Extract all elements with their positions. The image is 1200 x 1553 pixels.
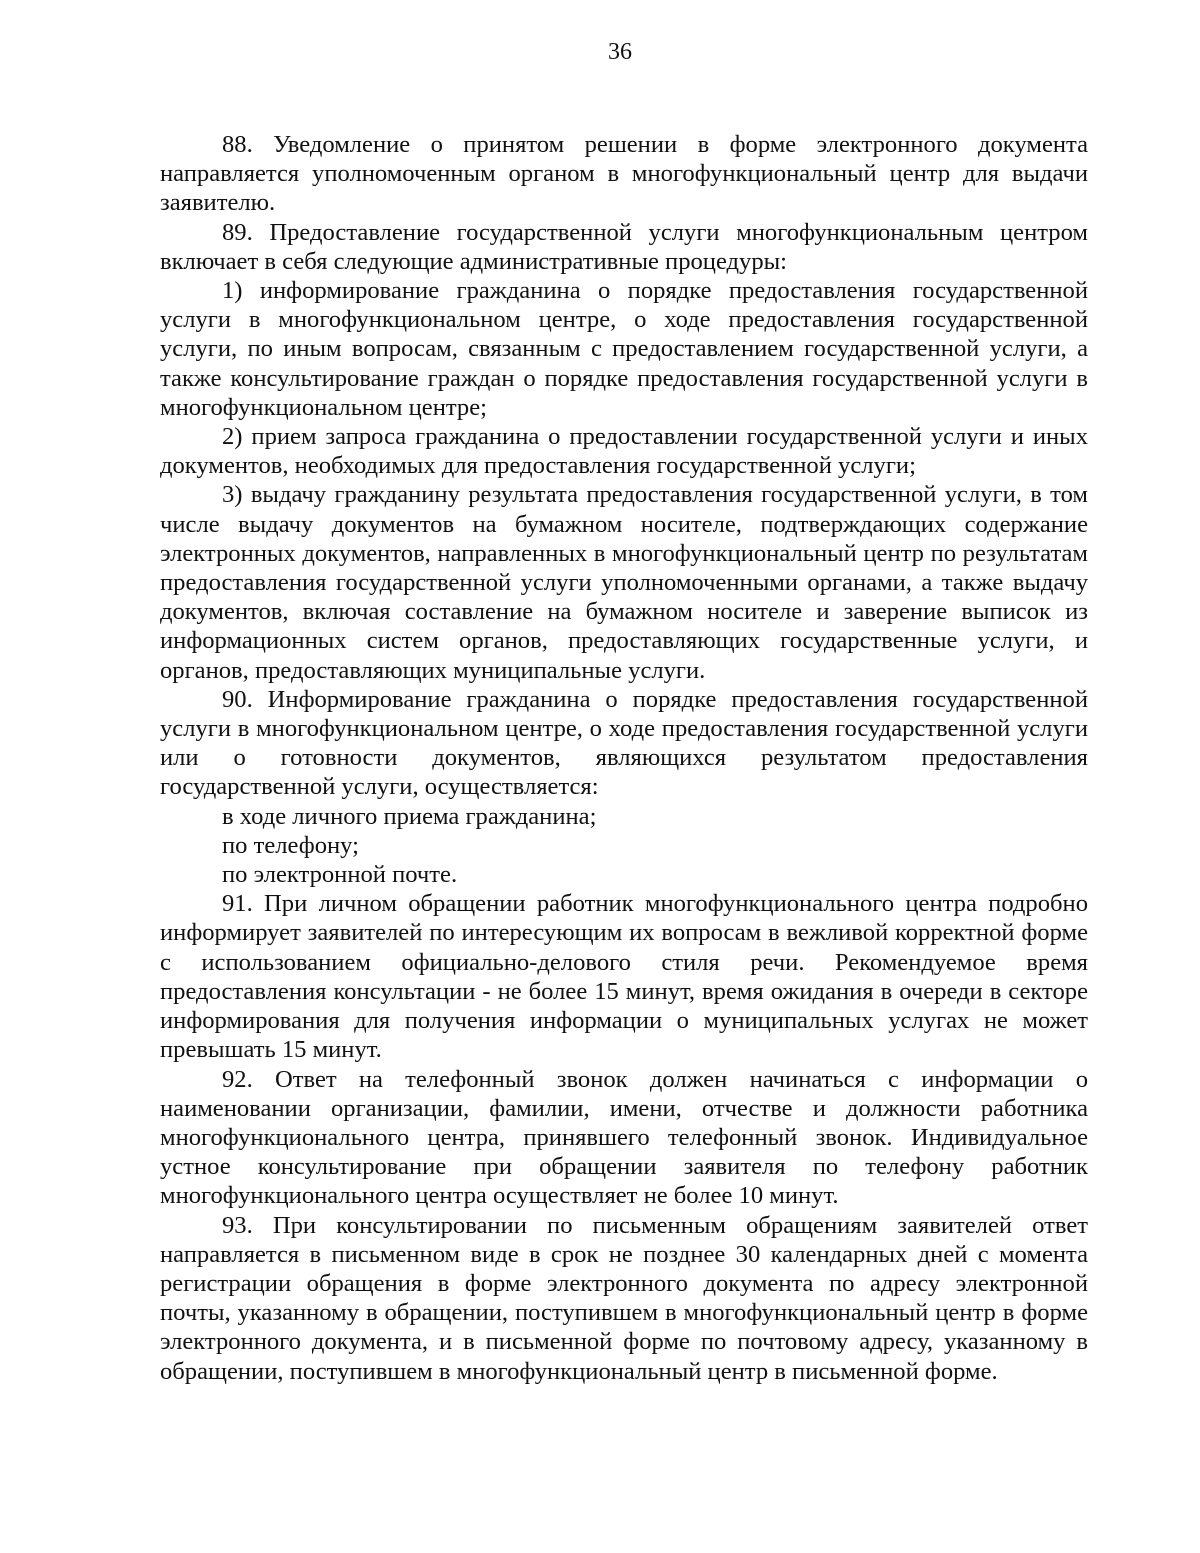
paragraph-93: 93. При консультировании по письменным обращениям заявителей ответ направляется в письменном виде в срок не позднее 30 календарных дней с момента регистрации обращения в форме электронного документа по адресу электронной почты, указанному в обращении, поступившем в многофункциональный центр в форме электронного документа, и в письменной форме по почтовому адресу, указанному в обращении, поступившем в многофункциональный центр в письменной форме.	[160, 1211, 1088, 1385]
paragraph-91: 91. При личном обращении работник многофункционального центра подробно информирует заявителей по интересующим их вопросам в вежливой корректной форме с использованием официально-делового стиля речи. Рекомендуемое время предоставления консультации - не более 15 минут, время ожидания в очереди в секторе информирования для получения информации о муниципальных услугах не может превышать 15 минут.	[160, 890, 1088, 1064]
channel-in-person: в ходе личного приема гражданина;	[222, 802, 597, 830]
paragraph-90: 90. Информирование гражданина о порядке предоставления государственной услуги в многофункциональном центре, о ходе предоставления государственной услуги или о готовности документов, являющихся результатом предоставления государственной услуги, осуществляется:	[160, 685, 1088, 801]
paragraph-92: 92. Ответ на телефонный звонок должен начинаться с информации о наименовании организации, фамилии, имени, отчестве и должности работника многофункционального центра, принявшего телефонный звонок. Индивидуальное устное консультирование при обращении заявителя по телефону работник многофункционального центра осуществляет не более 10 минут.	[160, 1065, 1088, 1210]
channel-phone: по телефону;	[222, 831, 359, 859]
document-body	[160, 130, 1088, 1386]
paragraph-88: 88. Уведомление о принятом решении в форме электронного документа направляется уполномоченным органом в многофункциональный центр для выдачи заявителю.	[160, 131, 1088, 217]
list-item-3: 3) выдачу гражданину результата предоставления государственной услуги, в том числе выдачу документов на бумажном носителе, подтверждающих содержание электронных документов, направленных в многофункциональный центр по результатам предоставления государственной услуги уполномоченными органами, а также выдачу документов, включая составление на бумажном носителе и заверение выписок из информационных систем органов, предоставляющих государственные услуги, и органов, предоставляющих муниципальные услуги.	[160, 481, 1088, 684]
page-number: 36	[608, 39, 632, 65]
list-item-1: 1) информирование гражданина о порядке предоставления государственной услуги в многофункциональном центре, о ходе предоставления государственной услуги, по иным вопросам, связанным с предоставлением государственной услуги, а также консультирование граждан о порядке предоставления государственной услуги в многофункциональном центре;	[160, 277, 1088, 421]
channel-email: по электронной почте.	[222, 861, 458, 889]
list-item-2: 2) прием запроса гражданина о предоставлении государственной услуги и иных документов, необходимых для предоставления государственной услуги;	[160, 423, 1088, 480]
paragraph-89: 89. Предоставление государственной услуги многофункциональным центром включает в себя следующие административные процедуры:	[160, 218, 1088, 275]
